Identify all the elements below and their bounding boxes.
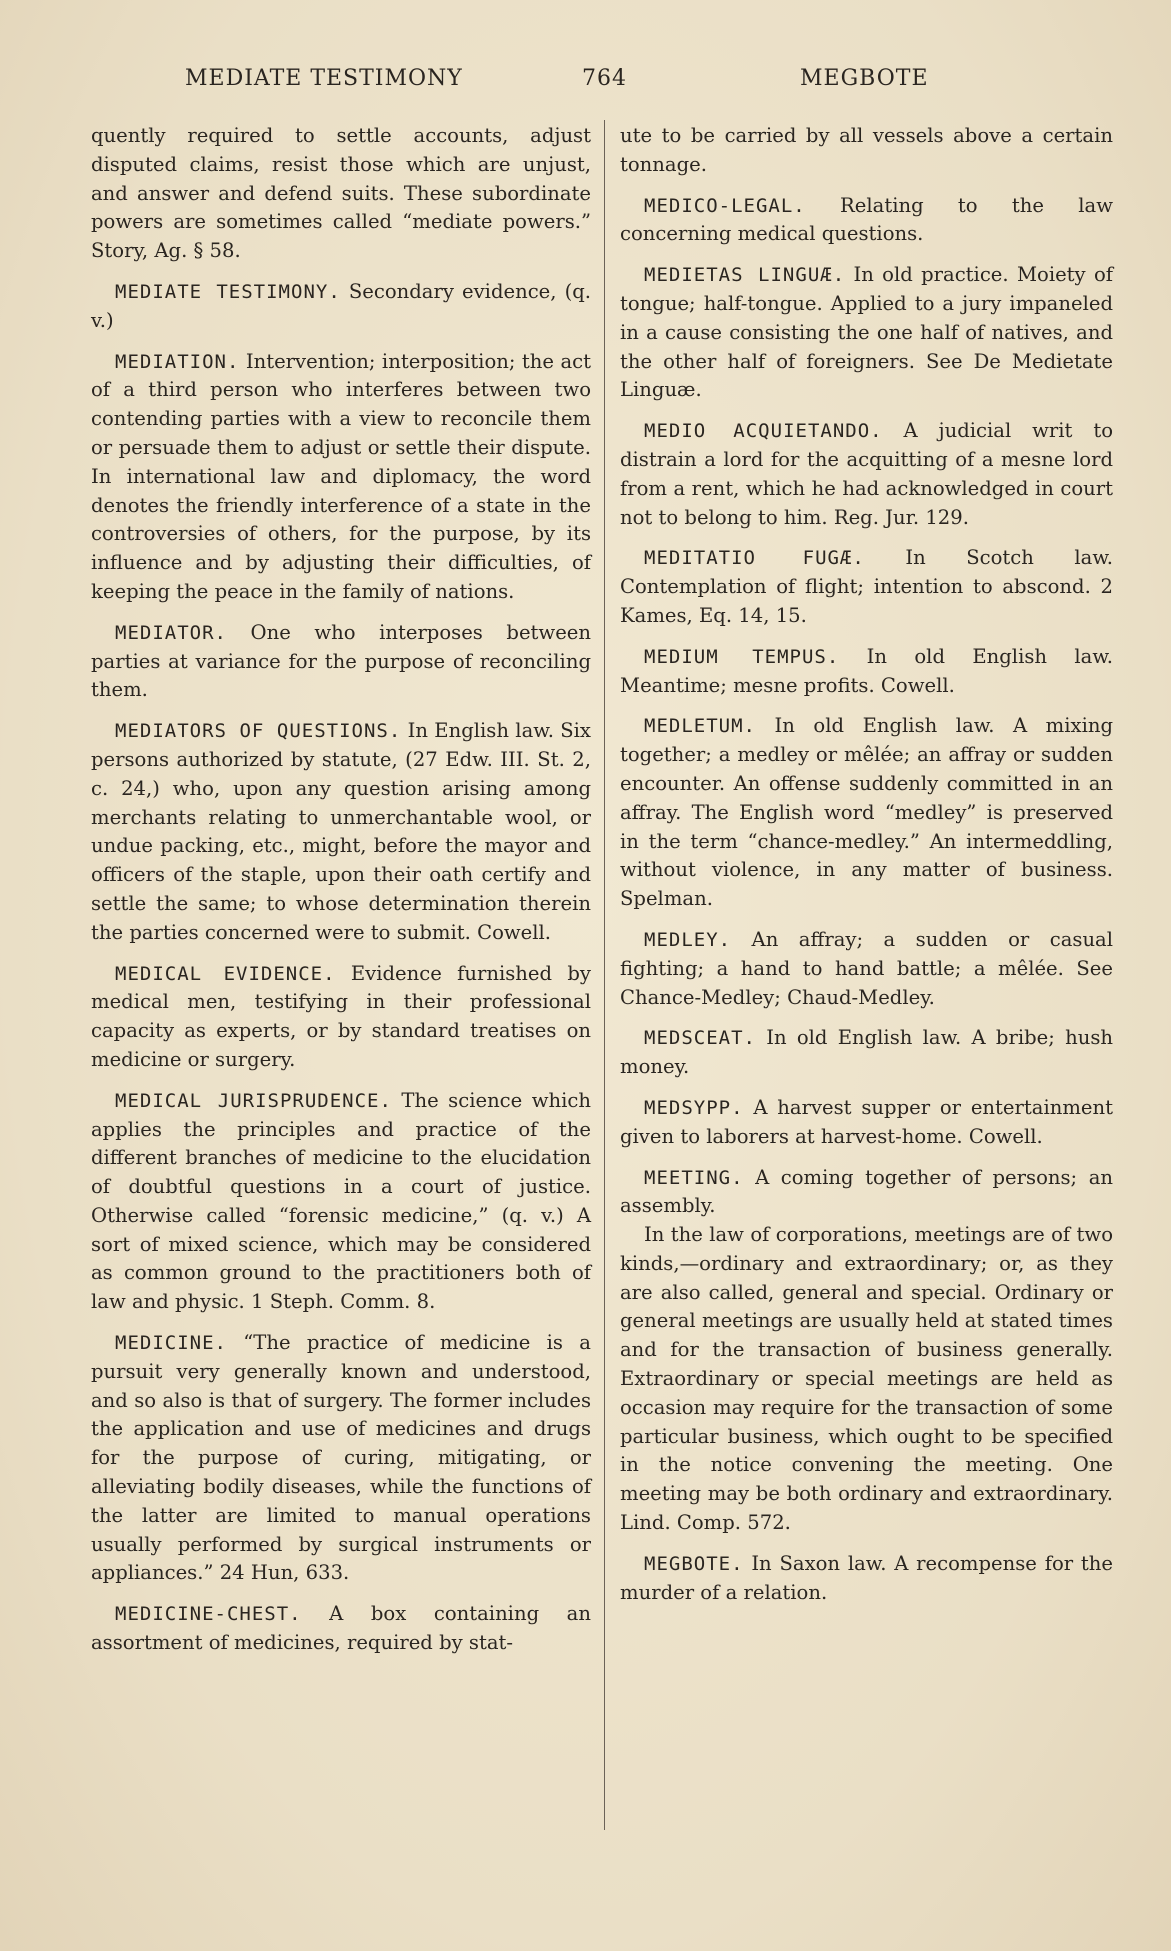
entry-medsypp [620, 1094, 1113, 1152]
entry-medico-legal [620, 192, 1113, 250]
definition: In old English law. Meantime; mesne profits. Cowell. [620, 644, 1113, 697]
entry-medietas-linguae [620, 261, 1113, 405]
continuation-text: quently required to settle accounts, adjust disputed claims, resist those which are unjust, and answer and defend suits. These subordinate powers are sometimes called “mediate powers.” Story, Ag. § 58. [91, 124, 591, 263]
headword: MEDICO-LEGAL. [644, 194, 806, 217]
entry-megbote [620, 1550, 1113, 1608]
headword: MEDICAL EVIDENCE. [115, 962, 336, 985]
definition: The science which applies the principles and practice of the different branches of medicine to the elucidation of doubtful questions in a court of justice. Otherwise called “forensic medicine,” (q. v.) A sort of mixed science, which may be considered as common ground to the practitioners both of law and physic. 1 Steph. Comm. 8. [91, 1088, 591, 1314]
entry-mediate-testimony [91, 278, 591, 336]
definition: Evidence furnished by medical men, testifying in their professional capacity as experts, or by standard treatises on medicine or surgery. [91, 961, 591, 1071]
left-column [91, 122, 591, 1670]
definition: In the law of corporations, meetings are of two kinds,—ordinary and extraordinary; or, as they are also called, general and special. Ordinary or general meetings are usually held at stated times and for the transaction of business generally. Extraordinary or special meetings are held as occasion may require for the transaction of some particular business, which ought to be specified in the notice convening the meeting. One meeting may be both ordinary and extraordinary. Lind. Comp. 572. [620, 1223, 1113, 1535]
headword: MEDIATOR. [115, 621, 227, 644]
headword: MEDICINE. [115, 1332, 227, 1355]
definition: In Saxon law. A recompense for the murder of a relation. [620, 1551, 1113, 1604]
definition: In Scotch law. Contemplation of flight; intention to abscond. 2 Kames, Eq. 14, 15. [620, 546, 1113, 627]
definition: Relating to the law concerning medical questions. [620, 193, 1114, 246]
entry-mediators-of-questions [91, 717, 591, 947]
entry-meditatio-fugae [620, 544, 1113, 630]
headword: MEETING. [644, 1166, 744, 1189]
running-head [0, 66, 1171, 106]
definition: An affray; a sudden or casual fighting; a hand to hand battle; a mêlée. See Chance-Medley; Chaud-Medley. [620, 927, 1114, 1009]
definition: A harvest supper or entertainment given to laborers at harvest-home. Cowell. [620, 1095, 1113, 1148]
headword: MEDIO ACQUIETANDO. [644, 420, 883, 443]
definition: In English law. Six persons authorized by statute, (27 Edw. III. St. 2, c. 24,) who, upon any question arising among merchants relating to unmerchantable wool, or undue packing, etc., might, before the mayor and officers of the staple, upon their oath certify and settle the same; to whose determination therein the parties concerned were to submit. Cowell. [91, 719, 591, 944]
headword: MEGBOTE. [644, 1552, 744, 1575]
entry-medicine-chest [91, 1600, 591, 1658]
headword: MEDICINE-CHEST. [115, 1603, 302, 1626]
entry-medio-acquietando [620, 417, 1113, 532]
definition: In old English law. A bribe; hush money. [620, 1026, 1114, 1079]
definition: In old English law. A mixing together; a medley or mêlée; an affray or sudden encounter. An offense suddenly committed in an affray. The English word “medley” is preserved in the term “chance-medley.” An intermeddling, without violence, in any matter of business. Spelman. [620, 714, 1113, 911]
entry-medical-jurisprudence [91, 1087, 591, 1317]
definition: In old practice. Moiety of tongue; half-tongue. Applied to a jury impaneled in a cause consisting the one half of natives, and the other half of foreigners. See De Medietate Linguæ. [620, 263, 1114, 402]
entry-medletum [620, 712, 1113, 914]
header-left-guide-word: MEDIATE TESTIMONY [185, 66, 463, 91]
entry-medsceat [620, 1024, 1113, 1082]
entry-mediation [91, 348, 591, 607]
definition: One who interposes between parties at variance for the purpose of reconciling them. [91, 620, 591, 702]
headword: MEDIATE TESTIMONY. [115, 280, 341, 303]
definition: Secondary evidence, (q. v.) [91, 279, 591, 332]
headword: MEDIUM TEMPUS. [644, 645, 840, 668]
entry-medley [620, 926, 1113, 1012]
headword: MEDIATION. [115, 350, 240, 373]
header-right-guide-word: MEGBOTE [800, 66, 929, 91]
column-divider [604, 120, 605, 1830]
right-column [620, 122, 1113, 1619]
entry-meeting-continued [620, 1221, 1113, 1538]
page-number: 764 [582, 66, 627, 91]
entry-mediator [91, 619, 591, 705]
headword: MEDICAL JURISPRUDENCE. [115, 1089, 392, 1112]
headword: MEDSYPP. [644, 1096, 744, 1119]
definition: Intervention; interposition; the act of a third person who interferes between two contending parties with a view to reconcile them or persuade them to adjust or settle their dispute. In international law and diplomacy, the word denotes the friendly interference of a state in the controversies of others, for the purpose, by its influence and by adjusting their difficulties, of keeping the peace in the family of nations. [91, 349, 591, 603]
entry-meeting [620, 1164, 1113, 1222]
definition: A judicial writ to distrain a lord for the acquitting of a mesne lord from a rent, which he had acknowledged in court not to belong to him. Reg. Jur. 129. [620, 419, 1113, 529]
entry-medical-evidence [91, 960, 591, 1075]
headword: MEDLEY. [644, 928, 732, 951]
definition: A coming together of persons; an assembly. [620, 1165, 1113, 1218]
definition: A box containing an assortment of medicines, required by stat- [91, 1602, 591, 1655]
definition: “The practice of medicine is a pursuit very generally known and understood, and so also is that of surgery. The former includes the application and use of medicines and drugs for the purpose of curing, mitigating, or alleviating bodily diseases, while the functions of the latter are limited to manual operations usually performed by surgical instruments or appliances.” 24 Hun, 633. [91, 1331, 591, 1585]
headword: MEDLETUM. [644, 715, 756, 738]
headword: MEDITATIO FUGÆ. [644, 547, 865, 570]
headword: MEDSCEAT. [644, 1027, 756, 1050]
entry-medicine [91, 1329, 591, 1588]
continuation-text: ute to be carried by all vessels above a certain tonnage. [620, 124, 1113, 176]
headword: MEDIETAS LINGUÆ. [644, 264, 846, 287]
headword: MEDIATORS OF QUESTIONS. [115, 720, 402, 743]
entry-medium-tempus [620, 643, 1113, 701]
